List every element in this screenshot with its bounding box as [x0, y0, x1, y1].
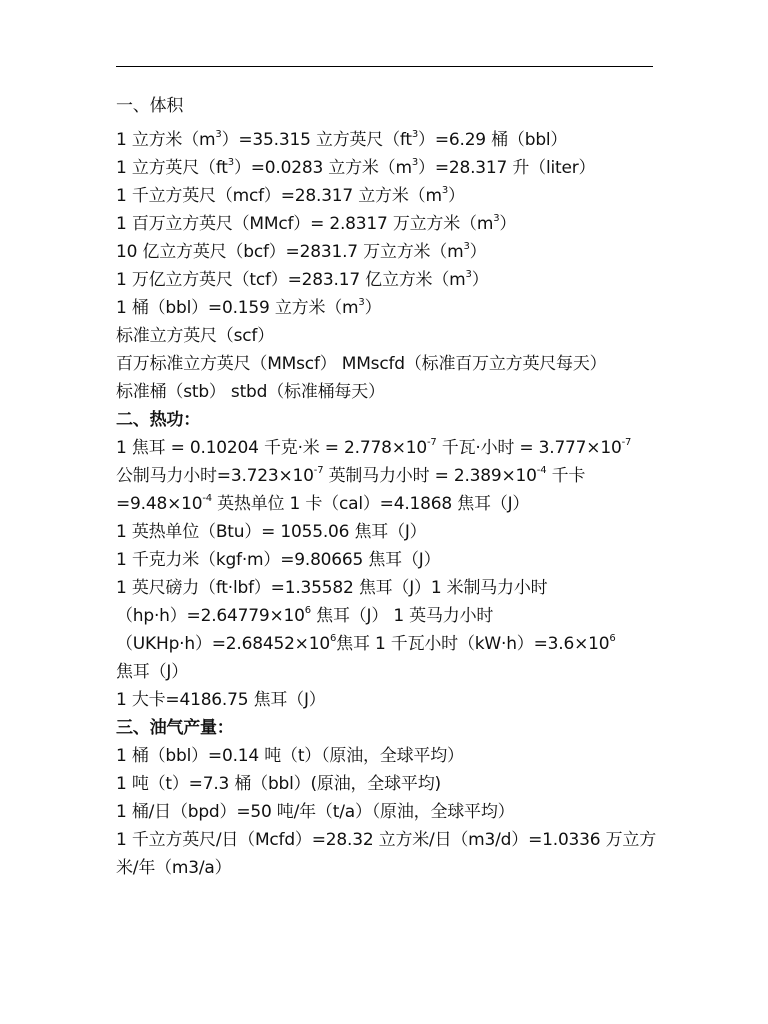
volume-line-3: 1 千立方英尺（mcf）=28.317 立方米$(m^3)$: [116, 185, 465, 206]
heat-line-9: 焦耳（J）: [116, 662, 189, 682]
heat-line-2: 公制马力小时$=3.723\times 10^{-7}$ 英制马力小时 = $2.389\times 10^{-4}$ 千卡: [116, 465, 586, 486]
volume-line-5: 10 亿立方英尺（bcf）=2831.7 万立方米$(m^3)$: [116, 241, 487, 262]
volume-line-scf: 标准立方英尺（scf）: [116, 326, 274, 346]
volume-line-4: 1 百万立方英尺（MMcf）= 2.8317 万立方米$(m^3)$: [116, 213, 517, 234]
heat-line-7: $(hp\cdot h)=2.64779\times 10^6$ 焦耳（J） 1 英马力小时: [116, 605, 494, 626]
heat-line-4: 1 英热单位（Btu）= 1055.06 焦耳（J）: [116, 522, 427, 542]
section-heading-volume: 一、体积: [116, 96, 184, 116]
volume-line-2: 1 立方英尺$(ft^3)=0.0283$ 立方米$(m^3)=28.317$ 升（liter）: [116, 157, 596, 178]
volume-line-stb: 标准桶（stb） stbd（标准桶每天）: [116, 382, 385, 402]
header-rule: [116, 66, 653, 67]
heat-line-5: 1 千克力米（kgf·m）=9.80665 焦耳（J）: [116, 550, 441, 570]
document-body: [116, 92, 656, 882]
heat-line-1: 1 焦耳 = 0.10204 千克·米 = $2.778\times 10^{-7}$ 千瓦·小时 = $3.777\times 10^{-7}$: [116, 437, 632, 458]
volume-line-1: 1 立方米$(m^3)=35.315$ 立方英尺$(ft^3)=6.29$ 桶（bbl）: [116, 129, 568, 150]
section-heading-oil-gas-output: 三、油气产量：: [116, 718, 234, 738]
output-line-3: 1 桶/日（bpd）=50 吨/年（t/a）（原油，全球平均）: [116, 802, 515, 822]
section-heading-heat-work: 二、热功：: [116, 410, 200, 430]
heat-line-8: $(UKHp\cdot h)=2.68452\times 10^6$焦耳 1 千瓦小时$(kW\cdot h)=3.6\times 10^6$: [116, 633, 616, 654]
output-line-1: 1 桶（bbl）=0.14 吨（t）（原油，全球平均）: [116, 746, 464, 766]
heat-line-10: 1 大卡=4186.75 焦耳（J）: [116, 690, 326, 710]
output-line-4: 1 千立方英尺/日（Mcfd）=28.32 立方米/日（m3/d）=1.0336 万立方米/年（m3/a）: [116, 830, 657, 878]
heat-line-6: 1 英尺磅力（ft·lbf）=1.35582 焦耳（J）1 米制马力小时: [116, 578, 548, 598]
volume-line-7: 1 桶（bbl）=0.159 立方米$(m^3)$: [116, 297, 382, 318]
volume-line-6: 1 万亿立方英尺（tcf）=283.17 亿立方米$(m^3)$: [116, 269, 489, 290]
volume-line-mmscf: 百万标准立方英尺（MMscf） MMscfd（标准百万立方英尺每天）: [116, 354, 607, 374]
heat-line-3: $=9.48\times 10^{-4}$ 英热单位 1 卡（cal）=4.1868 焦耳（J）: [116, 493, 530, 514]
output-line-2: 1 吨（t）=7.3 桶（bbl）(原油，全球平均): [116, 774, 441, 794]
